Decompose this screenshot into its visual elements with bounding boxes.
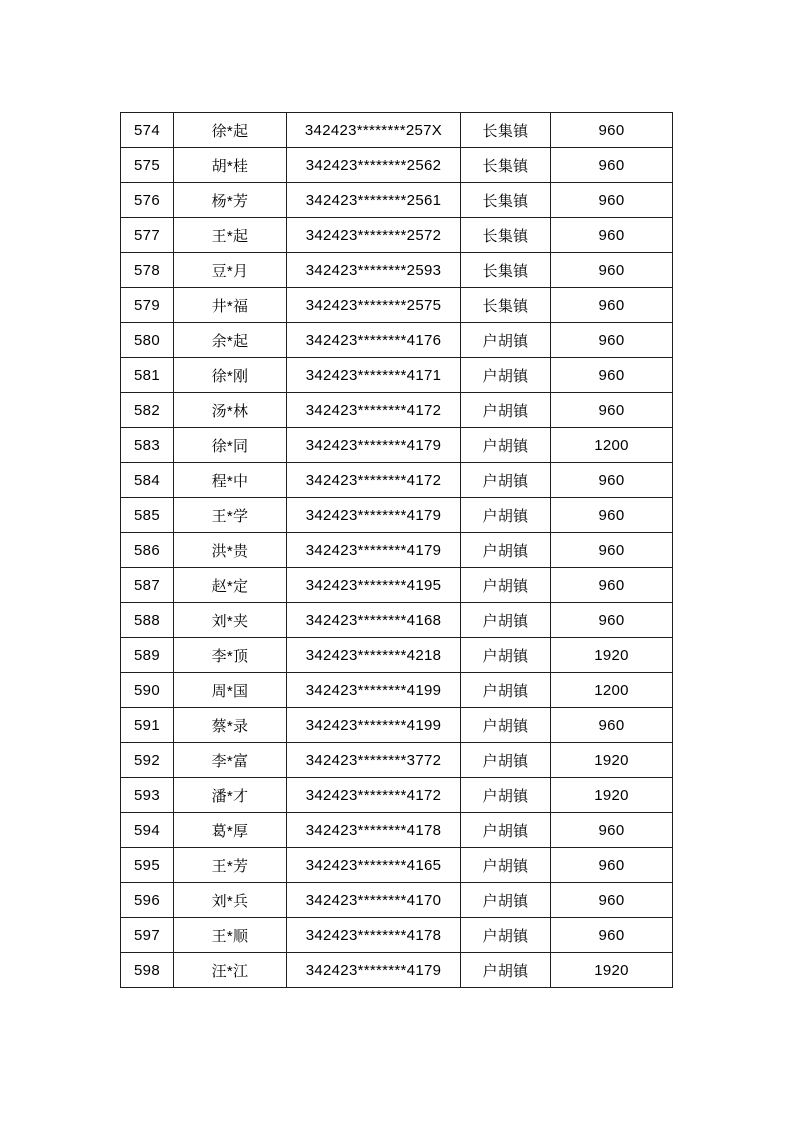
cell-no: 592 <box>121 743 174 778</box>
cell-id: 342423********2575 <box>287 288 461 323</box>
cell-no: 577 <box>121 218 174 253</box>
cell-no: 582 <box>121 393 174 428</box>
cell-no: 591 <box>121 708 174 743</box>
cell-name: 汤*林 <box>174 393 287 428</box>
cell-no: 590 <box>121 673 174 708</box>
cell-id: 342423********4199 <box>287 708 461 743</box>
cell-amount: 960 <box>551 918 673 953</box>
cell-town: 户胡镇 <box>461 428 551 463</box>
cell-no: 596 <box>121 883 174 918</box>
cell-amount: 960 <box>551 323 673 358</box>
cell-id: 342423********4179 <box>287 428 461 463</box>
cell-name: 余*起 <box>174 323 287 358</box>
cell-id: 342423********2561 <box>287 183 461 218</box>
cell-name: 王*学 <box>174 498 287 533</box>
cell-town: 户胡镇 <box>461 498 551 533</box>
cell-no: 593 <box>121 778 174 813</box>
cell-name: 李*顶 <box>174 638 287 673</box>
cell-amount: 960 <box>551 883 673 918</box>
table-row <box>121 883 673 918</box>
cell-no: 580 <box>121 323 174 358</box>
cell-town: 户胡镇 <box>461 358 551 393</box>
table-row <box>121 743 673 778</box>
table-row <box>121 358 673 393</box>
cell-town: 户胡镇 <box>461 568 551 603</box>
table-row <box>121 148 673 183</box>
cell-amount: 1920 <box>551 953 673 988</box>
cell-amount: 1920 <box>551 638 673 673</box>
table-row <box>121 708 673 743</box>
cell-name: 徐*同 <box>174 428 287 463</box>
cell-no: 576 <box>121 183 174 218</box>
table-row <box>121 813 673 848</box>
table-row <box>121 848 673 883</box>
table-row <box>121 183 673 218</box>
cell-no: 589 <box>121 638 174 673</box>
table-row <box>121 463 673 498</box>
cell-amount: 960 <box>551 183 673 218</box>
cell-id: 342423********4218 <box>287 638 461 673</box>
table-row <box>121 603 673 638</box>
cell-amount: 960 <box>551 218 673 253</box>
cell-no: 586 <box>121 533 174 568</box>
cell-town: 长集镇 <box>461 288 551 323</box>
cell-id: 342423********4172 <box>287 393 461 428</box>
cell-town: 户胡镇 <box>461 848 551 883</box>
table-row <box>121 533 673 568</box>
cell-id: 342423********4179 <box>287 533 461 568</box>
cell-id: 342423********4172 <box>287 778 461 813</box>
cell-no: 598 <box>121 953 174 988</box>
cell-name: 胡*桂 <box>174 148 287 183</box>
cell-town: 长集镇 <box>461 113 551 148</box>
cell-town: 户胡镇 <box>461 813 551 848</box>
cell-name: 井*福 <box>174 288 287 323</box>
cell-town: 长集镇 <box>461 148 551 183</box>
cell-town: 户胡镇 <box>461 323 551 358</box>
cell-amount: 960 <box>551 498 673 533</box>
cell-name: 赵*定 <box>174 568 287 603</box>
cell-id: 342423********257X <box>287 113 461 148</box>
table-row <box>121 953 673 988</box>
cell-town: 户胡镇 <box>461 603 551 638</box>
cell-name: 王*起 <box>174 218 287 253</box>
table-row <box>121 673 673 708</box>
cell-town: 户胡镇 <box>461 778 551 813</box>
cell-amount: 1920 <box>551 778 673 813</box>
cell-name: 杨*芳 <box>174 183 287 218</box>
cell-id: 342423********2593 <box>287 253 461 288</box>
cell-amount: 1200 <box>551 673 673 708</box>
cell-town: 户胡镇 <box>461 708 551 743</box>
cell-no: 585 <box>121 498 174 533</box>
cell-id: 342423********4199 <box>287 673 461 708</box>
cell-amount: 960 <box>551 848 673 883</box>
cell-id: 342423********4172 <box>287 463 461 498</box>
cell-id: 342423********4170 <box>287 883 461 918</box>
cell-id: 342423********4178 <box>287 918 461 953</box>
cell-name: 周*国 <box>174 673 287 708</box>
cell-id: 342423********4195 <box>287 568 461 603</box>
cell-id: 342423********4178 <box>287 813 461 848</box>
cell-no: 581 <box>121 358 174 393</box>
cell-name: 汪*江 <box>174 953 287 988</box>
cell-name: 王*顺 <box>174 918 287 953</box>
cell-town: 户胡镇 <box>461 918 551 953</box>
table-row <box>121 218 673 253</box>
table-row <box>121 568 673 603</box>
cell-town: 户胡镇 <box>461 953 551 988</box>
cell-amount: 960 <box>551 358 673 393</box>
cell-name: 李*富 <box>174 743 287 778</box>
table-row <box>121 113 673 148</box>
cell-id: 342423********3772 <box>287 743 461 778</box>
cell-town: 户胡镇 <box>461 393 551 428</box>
cell-town: 长集镇 <box>461 253 551 288</box>
table-body <box>121 113 673 988</box>
cell-no: 579 <box>121 288 174 323</box>
cell-no: 595 <box>121 848 174 883</box>
table-row <box>121 393 673 428</box>
table-row <box>121 638 673 673</box>
cell-name: 洪*贵 <box>174 533 287 568</box>
cell-amount: 960 <box>551 393 673 428</box>
cell-town: 户胡镇 <box>461 533 551 568</box>
cell-amount: 1920 <box>551 743 673 778</box>
cell-id: 342423********4179 <box>287 953 461 988</box>
cell-name: 蔡*录 <box>174 708 287 743</box>
cell-amount: 1200 <box>551 428 673 463</box>
cell-amount: 960 <box>551 463 673 498</box>
table-row <box>121 428 673 463</box>
cell-amount: 960 <box>551 533 673 568</box>
cell-amount: 960 <box>551 813 673 848</box>
cell-no: 597 <box>121 918 174 953</box>
cell-amount: 960 <box>551 253 673 288</box>
cell-name: 程*中 <box>174 463 287 498</box>
cell-no: 578 <box>121 253 174 288</box>
cell-amount: 960 <box>551 603 673 638</box>
cell-name: 潘*才 <box>174 778 287 813</box>
cell-amount: 960 <box>551 708 673 743</box>
cell-name: 王*芳 <box>174 848 287 883</box>
cell-town: 户胡镇 <box>461 743 551 778</box>
table-row <box>121 918 673 953</box>
cell-no: 584 <box>121 463 174 498</box>
cell-amount: 960 <box>551 113 673 148</box>
cell-amount: 960 <box>551 568 673 603</box>
cell-name: 刘*夹 <box>174 603 287 638</box>
cell-id: 342423********4168 <box>287 603 461 638</box>
cell-town: 户胡镇 <box>461 638 551 673</box>
table-row <box>121 498 673 533</box>
cell-id: 342423********4171 <box>287 358 461 393</box>
cell-amount: 960 <box>551 148 673 183</box>
table-row <box>121 323 673 358</box>
cell-no: 583 <box>121 428 174 463</box>
cell-name: 豆*月 <box>174 253 287 288</box>
cell-id: 342423********4179 <box>287 498 461 533</box>
cell-id: 342423********2572 <box>287 218 461 253</box>
cell-town: 户胡镇 <box>461 673 551 708</box>
cell-town: 户胡镇 <box>461 463 551 498</box>
table-row <box>121 288 673 323</box>
cell-no: 587 <box>121 568 174 603</box>
cell-town: 长集镇 <box>461 218 551 253</box>
cell-name: 刘*兵 <box>174 883 287 918</box>
cell-town: 户胡镇 <box>461 883 551 918</box>
cell-town: 长集镇 <box>461 183 551 218</box>
cell-no: 574 <box>121 113 174 148</box>
cell-no: 588 <box>121 603 174 638</box>
cell-id: 342423********2562 <box>287 148 461 183</box>
table-row <box>121 253 673 288</box>
table-row <box>121 778 673 813</box>
cell-id: 342423********4165 <box>287 848 461 883</box>
cell-name: 徐*起 <box>174 113 287 148</box>
beneficiary-table <box>120 112 673 988</box>
cell-name: 葛*厚 <box>174 813 287 848</box>
cell-no: 575 <box>121 148 174 183</box>
cell-amount: 960 <box>551 288 673 323</box>
cell-id: 342423********4176 <box>287 323 461 358</box>
cell-name: 徐*刚 <box>174 358 287 393</box>
cell-no: 594 <box>121 813 174 848</box>
